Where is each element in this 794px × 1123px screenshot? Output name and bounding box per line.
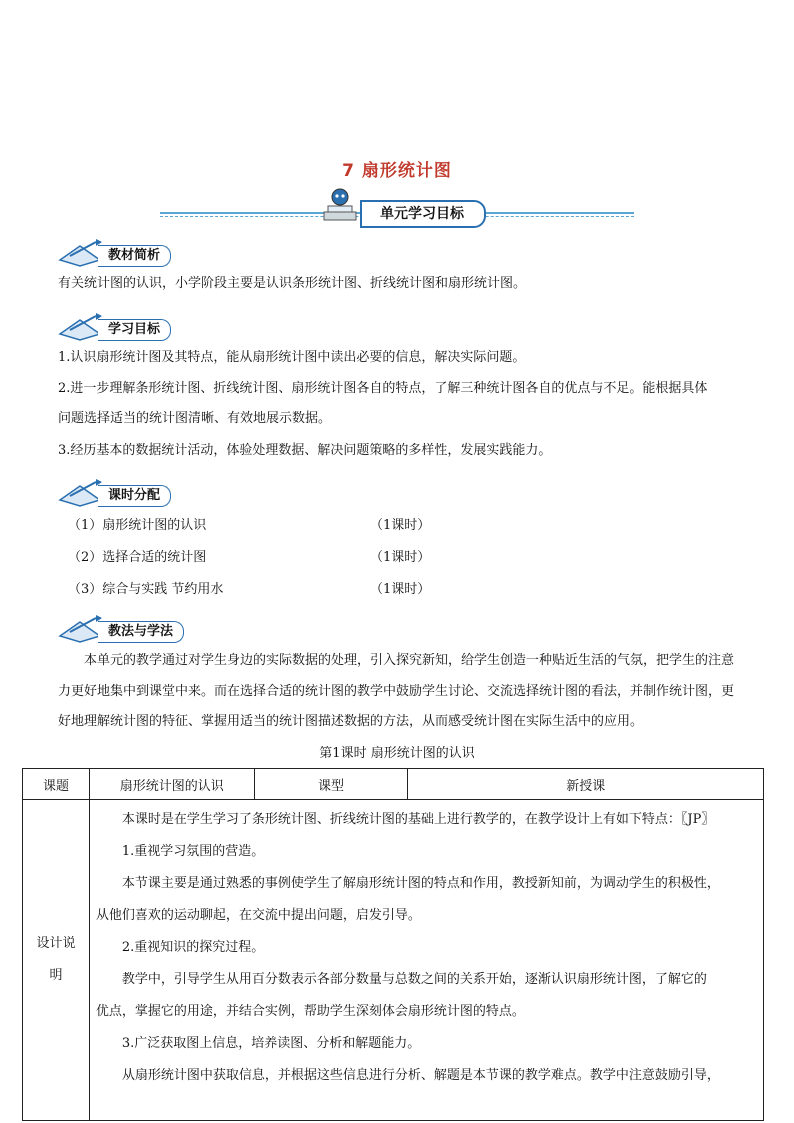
design-line: 2.重视知识的探究过程。 xyxy=(121,940,265,955)
schedule-row xyxy=(68,578,668,598)
schedule-hours: （1课时） xyxy=(370,518,431,533)
lesson-plan-table xyxy=(22,768,764,1121)
page-title: 7 扇形统计图 xyxy=(342,161,452,181)
goal-item: 1.认识扇形统计图及其特点，能从扇形统计图中读出必要的信息，解决实际问题。 xyxy=(58,350,526,365)
schedule-name: （2）选择合适的统计图 xyxy=(68,550,207,565)
robot-reading-icon xyxy=(316,186,364,226)
schedule-row xyxy=(68,514,668,534)
design-line: 本节课主要是通过熟悉的事例使学生了解扇形统计图的特点和作用，教授新知前，为调动学生的积极性， xyxy=(121,876,720,891)
design-line: 优点，掌握它的用途，并结合实例，帮助学生深刻体会扇形统计图的特点。 xyxy=(95,1004,525,1019)
header-cell-type-value: 新授课 xyxy=(408,769,764,800)
design-line: 从他们喜欢的运动聊起，在交流中提出问题，启发引导。 xyxy=(95,908,421,923)
design-line: 从扇形统计图中获取信息，并根据这些信息进行分析、解题是本节课的教学难点。教学中注意鼓励引导， xyxy=(121,1068,720,1083)
design-line: 本课时是在学生学习了条形统计图、折线统计图的基础上进行教学的，在教学设计上有如下特点：〖JP〗 xyxy=(121,812,715,827)
section-heading-label: 教材简析 xyxy=(98,245,171,267)
schedule-name: （3）综合与实践 节约用水 xyxy=(68,582,224,597)
section-heading-label: 教法与学法 xyxy=(98,621,184,643)
section-heading-textbook xyxy=(58,238,188,268)
unit-goal-banner xyxy=(160,186,634,228)
header-cell-type-label: 课型 xyxy=(254,769,408,800)
design-line: 1.重视学习氛围的营造。 xyxy=(121,844,265,859)
design-label-line: 明 xyxy=(49,968,63,983)
section-heading-schedule xyxy=(58,478,188,508)
section-heading-label: 学习目标 xyxy=(98,319,171,341)
schedule-hours: （1课时） xyxy=(370,582,431,597)
goal-item: 3.经历基本的数据统计活动，体验处理数据、解决问题策略的多样性，发展实践能力。 xyxy=(58,443,552,458)
method-line: 本单元的教学通过对学生身边的实际数据的处理，引入探究新知，给学生创造一种贴近生活的气氛，把学生的注意 xyxy=(84,653,735,668)
section-heading-goals xyxy=(58,312,188,342)
schedule-name: （1）扇形统计图的认识 xyxy=(68,518,207,533)
header-cell-topic-value: 扇形统计图的认识 xyxy=(89,769,254,800)
design-line: 3.广泛获取图上信息，培养读图、分析和解题能力。 xyxy=(121,1036,421,1051)
method-line: 力更好地集中到课堂中来。而在选择合适的统计图的教学中鼓励学生讨论、交流选择统计图的看法，并制作统计图，更 xyxy=(58,684,735,699)
textbook-text: 有关统计图的认识，小学阶段主要是认识条形统计图、折线统计图和扇形统计图。 xyxy=(58,276,527,291)
design-description xyxy=(89,800,763,1121)
header-cell-topic-label: 课题 xyxy=(23,769,90,800)
design-label-line: 设计说 xyxy=(36,936,76,951)
schedule-row xyxy=(68,546,668,566)
goal-item-continued: 问题选择适当的统计图清晰、有效地展示数据。 xyxy=(58,411,332,426)
lesson-title: 第1课时 扇形统计图的认识 xyxy=(319,746,475,761)
section-heading-method xyxy=(58,614,188,644)
design-row xyxy=(23,800,764,1121)
goal-item: 2.进一步理解条形统计图、折线统计图、扇形统计图各自的特点，了解三种统计图各自的优点与不足。能根据具体 xyxy=(58,381,708,396)
section-heading-label: 课时分配 xyxy=(98,485,171,507)
design-label xyxy=(23,800,90,1121)
table-header-row xyxy=(23,769,764,800)
schedule-hours: （1课时） xyxy=(370,550,431,565)
design-line: 教学中，引导学生从用百分数表示各部分数量与总数之间的关系开始，逐渐认识扇形统计图，了解它的 xyxy=(121,972,707,987)
unit-goal-label: 单元学习目标 xyxy=(360,200,486,228)
method-line: 好地理解统计图的特征、掌握用适当的统计图描述数据的方法，从而感受统计图在实际生活中的应用。 xyxy=(58,714,644,729)
